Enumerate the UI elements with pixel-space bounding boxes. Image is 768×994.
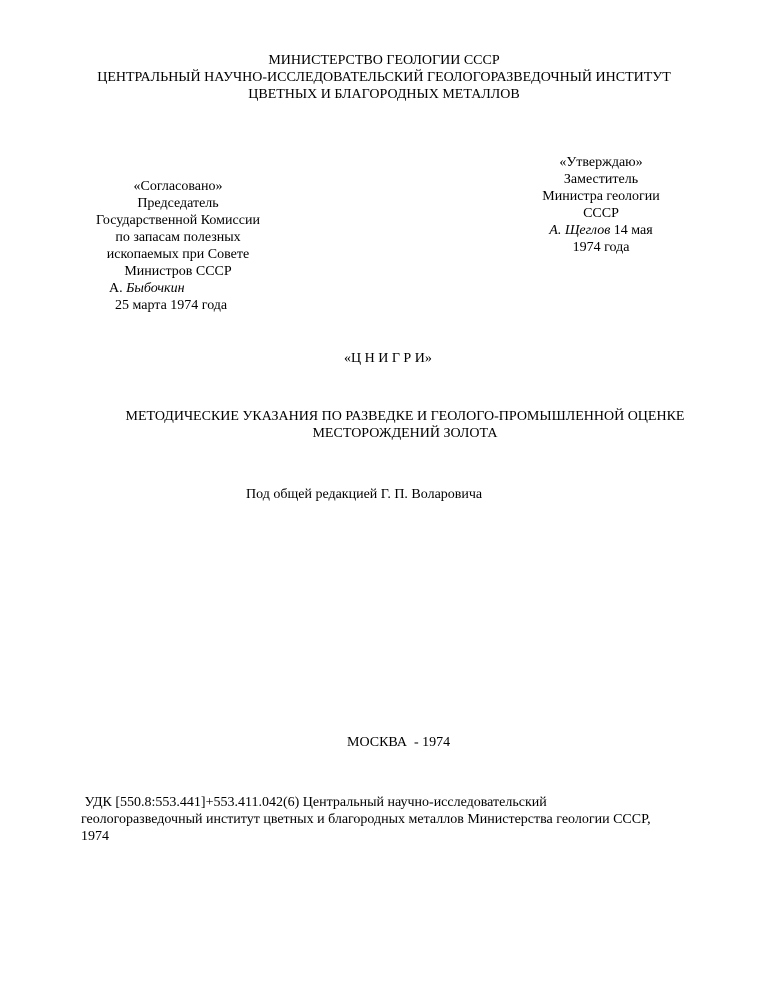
agreed-signatory-initial: А. <box>109 281 127 296</box>
document-header <box>0 52 768 103</box>
udk-line1: УДК [550.8:553.441]+553.411.042(6) Центральный научно-исследовательский <box>81 795 547 810</box>
approved-signatory-name: А. Щеглов <box>549 223 611 238</box>
udk-block <box>81 794 751 845</box>
approved-signatory-date: 14 мая <box>610 223 653 238</box>
title-line2: МЕСТОРОЖДЕНИЙ ЗОЛОТА <box>312 426 498 441</box>
approved-position-line2: Министра геологии <box>542 189 660 204</box>
agreed-block <box>48 178 308 314</box>
agreed-position-line4: ископаемых при Совете <box>106 247 250 262</box>
approved-year: 1974 года <box>572 240 630 255</box>
udk-line3: 1974 <box>81 829 109 844</box>
approved-position-line1: Заместитель <box>563 172 639 187</box>
document-title <box>0 408 768 442</box>
approved-block <box>516 154 686 256</box>
approved-signature-line <box>516 222 686 239</box>
agreed-block-centered <box>48 178 308 280</box>
institute-name-line1: ЦЕНТРАЛЬНЫЙ НАУЧНО-ИССЛЕДОВАТЕЛЬСКИЙ ГЕОЛОГОРАЗВЕДОЧНЫЙ ИНСТИТУТ <box>97 70 671 85</box>
ministry-name: МИНИСТЕРСТВО ГЕОЛОГИИ СССР <box>268 53 500 68</box>
editor-line: Под общей редакцией Г. П. Воларовича <box>246 487 483 502</box>
agreed-position-line5: Министров СССР <box>124 264 232 279</box>
approved-position-line3: СССР <box>583 206 619 221</box>
agreed-position-line3: по запасам полезных <box>115 230 241 245</box>
institute-name-line2: ЦВЕТНЫХ И БЛАГОРОДНЫХ МЕТАЛЛОВ <box>248 87 520 102</box>
agreed-position-line2: Государственной Комиссии <box>96 213 260 228</box>
place-year: МОСКВА - 1974 <box>347 735 451 750</box>
approved-heading: «Утверждаю» <box>559 155 643 170</box>
agreed-date: 25 марта 1974 года <box>115 298 228 313</box>
title-line1: МЕТОДИЧЕСКИЕ УКАЗАНИЯ ПО РАЗВЕДКЕ И ГЕОЛОГО-ПРОМЫШЛЕННОЙ ОЦЕНКЕ <box>125 409 685 424</box>
udk-line2: геологоразведочный институт цветных и благородных металлов Министерства геологии СССР, <box>81 812 651 827</box>
institute-acronym: «Ц Н И Г Р И» <box>344 351 432 366</box>
agreed-position-line1: Председатель <box>137 196 219 211</box>
agreed-heading: «Согласовано» <box>133 179 223 194</box>
agreed-signatory-name: Быбочкин <box>126 281 185 296</box>
agreed-signature-line <box>48 280 308 297</box>
